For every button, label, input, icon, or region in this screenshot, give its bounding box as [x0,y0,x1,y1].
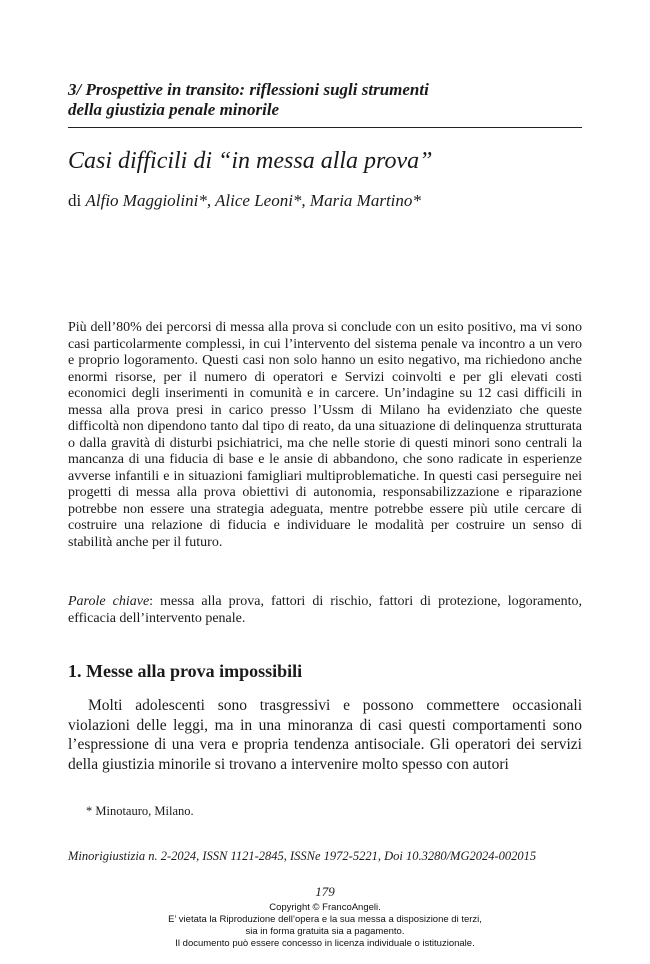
authors-prefix: di [68,191,86,210]
section-divider [68,127,582,128]
abstract: Più dell’80% dei percorsi di messa alla prova si conclude con un esito positivo, ma vi sono casi particolarmente complessi, in cui l’intervento del sistema penale va incontro a un vero e proprio logoramento. Questi casi non solo hanno un esito negativo, ma richiedono anche enormi risorse, per il numero di operatori e Servizi coinvolti e per gli elevati costi economici degli inserimenti in comunità e in carcere. Un’indagine su 12 casi difficili in messa alla prova presi in carico presso l’Ussm di Milano ha evidenziato che queste difficoltà non dipendono tanto dal tipo di reato, da una situazione di delinquenza strutturata o dalla gravità di disturbi psichiatrici, ma che nelle storie di questi minori sono centrali la mancanza di una fiducia di base e le ansie di abbandono, che sono radicate in esperienze avverse infantili e in situazioni famigliari multiproblematiche. In questi casi perseguire nei progetti di messa alla prova obiettivi di autonomia, responsabilizzazione e riparazione potrebbe non essere una strategia adeguata, mentre potrebbe essere più utile cercare di costruire una relazione di fiducia e individuare le modalità per costruire un senso di stabilità anche per il futuro. [68,320,582,550]
section-heading-line-1: 3/ Prospettive in transito: riflessioni sugli strumenti [68,80,429,99]
section-1-heading: 1. Messe alla prova impossibili [68,661,303,681]
footnote: * Minotauro, Milano. [86,804,194,818]
copyright-notice [0,902,650,950]
page-number: 179 [315,884,335,899]
copyright-line-2: E’ vietata la Riproduzione dell’opera e la sua messa a disposizione di terzi, [168,914,482,925]
keywords-label: Parole chiave [68,594,150,609]
authors-names: Alfio Maggiolini*, Alice Leoni*, Maria Martino* [85,191,421,210]
article-title: Casi difficili di “in messa alla prova” [68,148,433,174]
article-authors [68,190,588,212]
journal-citation: Minorigiustizia n. 2-2024, ISSN 1121-2845, ISSNe 1972-5221, Doi 10.3280/MG2024-002015 [68,849,537,863]
copyright-line-4: Il documento può essere concesso in licenza individuale o istituzionale. [175,938,475,949]
section-heading [68,80,588,120]
keywords-text: : messa alla prova, fattori di rischio, fattori di protezione, logoramento, efficacia dell’intervento penale. [68,594,582,626]
section-1-paragraph: Molti adolescenti sono trasgressivi e possono commettere occasionali violazioni delle leggi, ma in una minoranza di casi questi comportamenti sono l’espressione di una vera e propria tendenza antisociale. Gli operatori dei servizi della giustizia minorile si trovano a intervenire molto spesso con autori [68,697,582,773]
section-heading-line-2: della giustizia penale minorile [68,100,280,119]
copyright-line-1: Copyright © FrancoAngeli. [269,902,381,913]
copyright-line-3: sia in forma gratuita sia a pagamento. [245,926,405,937]
keywords [68,594,582,627]
